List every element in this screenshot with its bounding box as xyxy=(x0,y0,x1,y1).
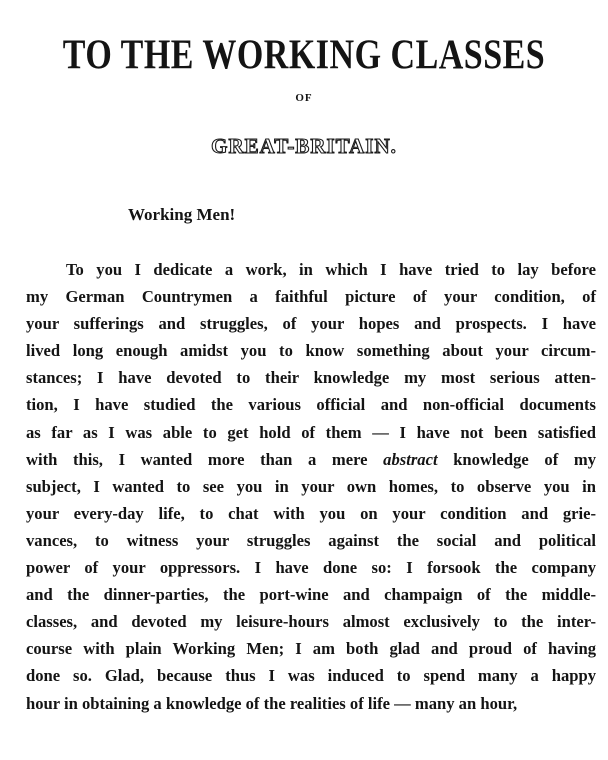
body-line: as far as I was able to get hold of them — I have not been satisfied xyxy=(26,422,596,442)
body-line: tion, I have studied the various official and non-official documents xyxy=(26,395,596,415)
body-line: hour in obtaining a knowledge of the realities of life — many an hour, xyxy=(26,693,518,713)
body-line: your sufferings and struggles, of your hopes and prospects. I have xyxy=(26,314,596,334)
body-line: To you I dedicate a work, in which I have tried to lay before xyxy=(66,260,596,279)
body-line: my German Countrymen a faithful picture of your condition, of xyxy=(26,287,596,307)
body-text xyxy=(26,256,596,717)
emphasis-abstract: abstract xyxy=(383,449,438,469)
body-line: vances, to witness your struggles against the social and political xyxy=(26,530,596,550)
body-line: stances; I have devoted to their knowledge my most serious atten- xyxy=(26,368,596,388)
body-line: done so. Glad, because thus I was induced to spend many a happy xyxy=(26,666,596,686)
body-line-with-emphasis xyxy=(26,446,596,473)
body-line: and the dinner-parties, the port-wine and champaign of the middle- xyxy=(26,585,596,605)
body-line: power of your oppressors. I have done so: I forsook the company xyxy=(26,558,596,578)
body-line: subject, I wanted to see you in your own homes, to observe you in xyxy=(26,476,596,496)
page-title: TO THE WORKING CLASSES xyxy=(62,32,546,79)
line-text: with this, I wanted more than a mere xyxy=(26,449,384,469)
country-heading: GREAT-BRITAIN. xyxy=(211,134,397,158)
title-connector: OF xyxy=(295,92,313,104)
line-text: knowledge of my xyxy=(437,449,596,469)
body-line: classes, and devoted my leisure-hours almost exclusively to the inter- xyxy=(26,612,596,632)
body-line: lived long enough amidst you to know something about your circum- xyxy=(26,341,596,361)
body-line: course with plain Working Men; I am both glad and proud of having xyxy=(26,639,596,659)
body-line: your every-day life, to chat with you on your condition and grie- xyxy=(26,503,596,523)
salutation: Working Men! xyxy=(128,205,236,224)
